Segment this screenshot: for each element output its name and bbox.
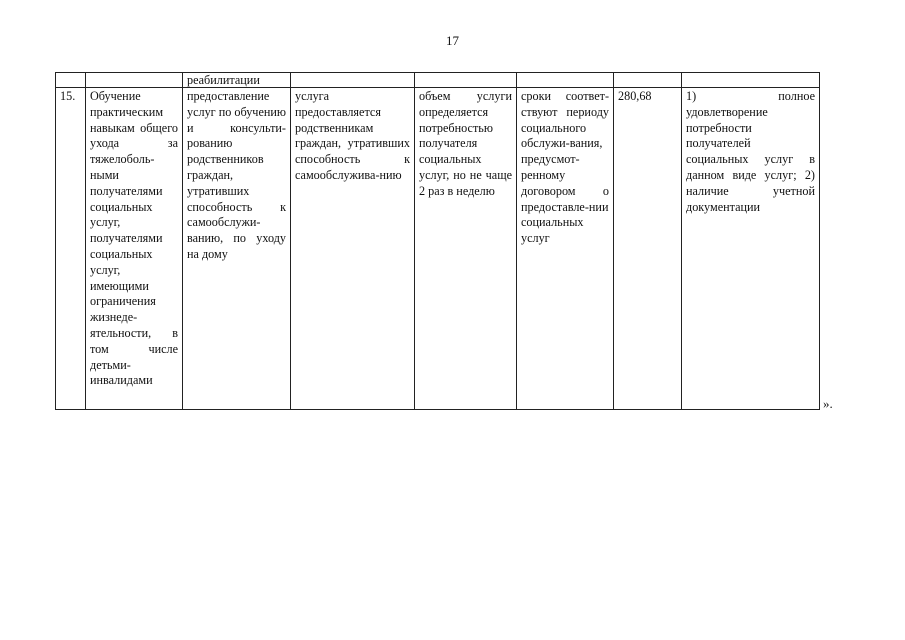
page-number: 17 bbox=[446, 33, 459, 48]
terms-cell: сроки соответ-ствуют периоду социального обслужи-вания, предусмот-ренному договором о предоставле-нии социальных услуг bbox=[517, 88, 614, 410]
row-number: 15. bbox=[56, 88, 86, 410]
table-cell: реабилитации bbox=[183, 73, 291, 88]
service-name-cell: Обучение практическим навыкам общего ухода за тяжелоболь-ными получателями социальных услуг, получателями социальных услуг, имеющими ограничения жизнеде-ятельности, в том числе детьми-инвалидами bbox=[86, 88, 183, 410]
closing-quote: ». bbox=[823, 396, 833, 411]
provision-conditions-cell: услуга предоставляется родственникам граждан, утративших способность к самообслужива-нию bbox=[291, 88, 415, 410]
table-cell bbox=[291, 73, 415, 88]
volume-cell: объем услуги определяется потребностью получателя социальных услуг, но не чаще 2 раз в неделю bbox=[415, 88, 517, 410]
table-cell bbox=[86, 73, 183, 88]
service-content-cell: предоставление услуг по обучению и консульти-рованию родственников граждан, утративших способность к самообслужи-ванию, по уходу на дому bbox=[183, 88, 291, 410]
service-standards-table bbox=[55, 72, 820, 410]
table-cell bbox=[614, 73, 682, 88]
table-row-continuation bbox=[56, 73, 820, 88]
table-cell bbox=[682, 73, 820, 88]
table-cell bbox=[517, 73, 614, 88]
quality-indicators-cell: 1) полное удовлетворение потребности получателей социальных услуг в данном виде услуг; 2) наличие учетной документации bbox=[682, 88, 820, 410]
table-cell bbox=[415, 73, 517, 88]
table-cell bbox=[56, 73, 86, 88]
table-row bbox=[56, 88, 820, 410]
price-cell: 280,68 bbox=[614, 88, 682, 410]
